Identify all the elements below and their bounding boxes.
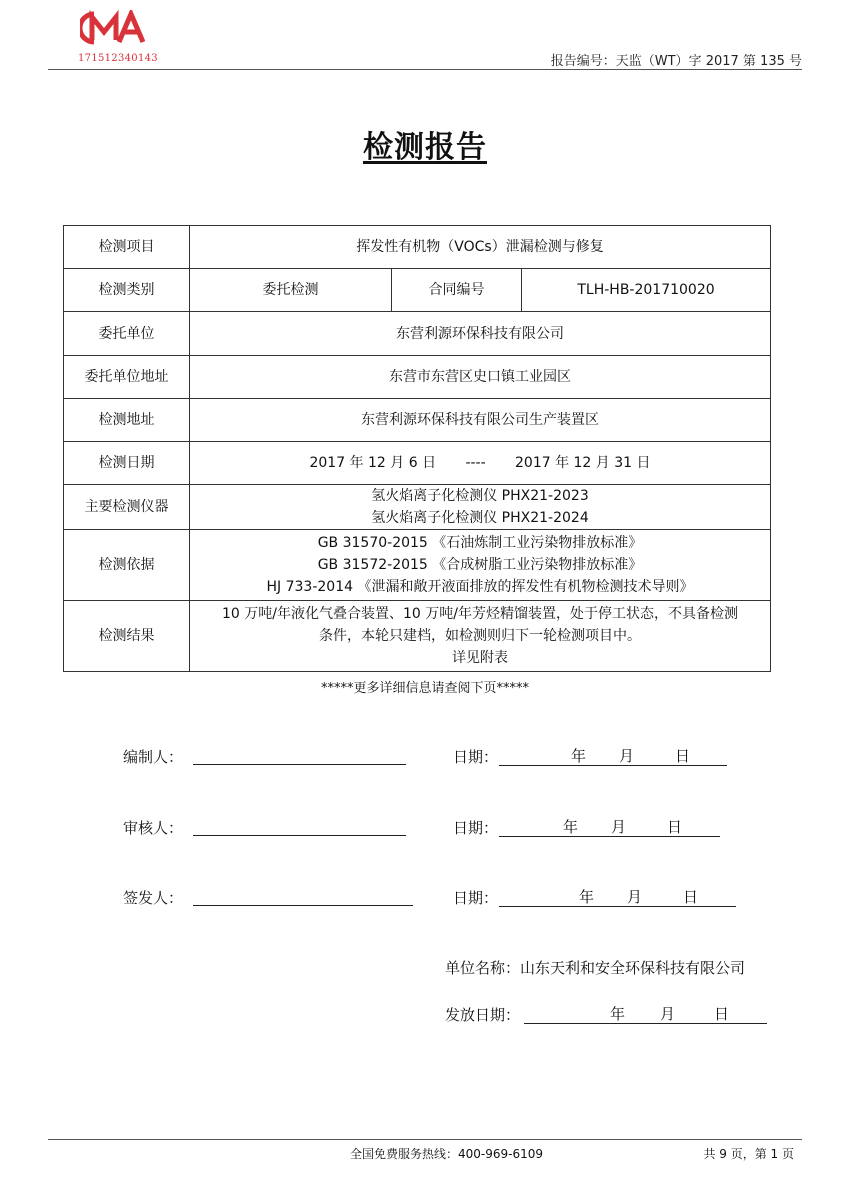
client-address-label: 委托单位地址 bbox=[64, 356, 190, 399]
reviewer-date-field[interactable] bbox=[499, 816, 720, 837]
category-value: 委托检测 bbox=[190, 269, 392, 312]
instruments-value bbox=[190, 485, 771, 530]
cma-certificate-code: 171512340143 bbox=[78, 53, 158, 64]
client-label: 委托单位 bbox=[64, 312, 190, 356]
day-label: 日 bbox=[683, 888, 699, 906]
issuer-label: 签发人： bbox=[123, 889, 184, 907]
month-label: 月 bbox=[627, 888, 643, 906]
reviewer-signature-line[interactable] bbox=[193, 835, 406, 836]
report-number: 报告编号：天监（WT）字 2017 第 135 号 bbox=[550, 54, 802, 69]
table-row-instruments bbox=[64, 485, 771, 530]
issuer-date-field[interactable] bbox=[499, 886, 736, 907]
month-label: 月 bbox=[619, 747, 635, 765]
table-row-basis bbox=[64, 530, 771, 601]
issuer-date-label: 日期： bbox=[453, 889, 499, 907]
table-row-client-address bbox=[64, 356, 771, 399]
table-row-site bbox=[64, 399, 771, 442]
start-date: 2017 年 12 月 6 日 bbox=[309, 455, 437, 471]
more-info-note: *****更多详细信息请查阅下页***** bbox=[320, 681, 529, 696]
year-label: 年 bbox=[571, 747, 587, 765]
contract-value: TLH-HB-201710020 bbox=[522, 269, 771, 312]
compiler-date-label: 日期： bbox=[453, 748, 499, 766]
date-separator: ---- bbox=[465, 455, 486, 471]
compiler-label: 编制人： bbox=[123, 748, 184, 766]
basis-line: GB 31570-2015 《石油炼制工业污染物排放标准》 bbox=[317, 535, 643, 551]
compiler-date-field[interactable] bbox=[499, 745, 727, 766]
basis-line: HJ 733-2014 《泄漏和敞开液面排放的挥发性有机物检测技术导则》 bbox=[266, 579, 694, 595]
document-title: 检测报告 bbox=[363, 130, 487, 165]
result-line: 10 万吨/年液化气叠合装置、10 万吨/年芳烃精馏装置，处于停工状态，不具备检测 bbox=[222, 606, 738, 622]
cma-logo bbox=[80, 10, 148, 46]
project-label: 检测项目 bbox=[64, 226, 190, 269]
table-row-project bbox=[64, 226, 771, 269]
basis-line: GB 31572-2015 《合成树脂工业污染物排放标准》 bbox=[317, 557, 643, 573]
dates-label: 检测日期 bbox=[64, 442, 190, 485]
project-value: 挥发性有机物（VOCs）泄漏检测与修复 bbox=[190, 226, 771, 269]
site-value: 东营利源环保科技有限公司生产装置区 bbox=[190, 399, 771, 442]
table-row-dates bbox=[64, 442, 771, 485]
client-value: 东营利源环保科技有限公司 bbox=[190, 312, 771, 356]
organization-name: 单位名称：山东天利和安全环保科技有限公司 bbox=[445, 959, 746, 977]
dates-value bbox=[190, 442, 771, 485]
reviewer-date-label: 日期： bbox=[453, 819, 499, 837]
result-value bbox=[190, 601, 771, 672]
year-label: 年 bbox=[579, 888, 595, 906]
month-label: 月 bbox=[611, 818, 627, 836]
day-label: 日 bbox=[714, 1005, 730, 1023]
header-divider bbox=[48, 69, 802, 70]
result-label: 检测结果 bbox=[64, 601, 190, 672]
compiler-signature-line[interactable] bbox=[193, 764, 406, 765]
year-label: 年 bbox=[563, 818, 579, 836]
result-line: 详见附表 bbox=[452, 650, 508, 666]
instrument-line: 氢火焰离子化检测仪 PHX21-2023 bbox=[371, 488, 589, 504]
issue-date-label: 发放日期： bbox=[445, 1006, 521, 1024]
table-row-result bbox=[64, 601, 771, 672]
day-label: 日 bbox=[667, 818, 683, 836]
issuer-signature-line[interactable] bbox=[193, 905, 413, 906]
result-line: 条件，本轮只建档，如检测则归下一轮检测项目中。 bbox=[319, 628, 641, 644]
contract-label: 合同编号 bbox=[392, 269, 522, 312]
instrument-line: 氢火焰离子化检测仪 PHX21-2024 bbox=[371, 510, 589, 526]
day-label: 日 bbox=[675, 747, 691, 765]
site-label: 检测地址 bbox=[64, 399, 190, 442]
month-label: 月 bbox=[660, 1005, 676, 1023]
basis-label: 检测依据 bbox=[64, 530, 190, 601]
table-row-client bbox=[64, 312, 771, 356]
issue-date-field[interactable] bbox=[524, 1003, 767, 1024]
service-hotline: 全国免费服务热线：400-969-6109 bbox=[350, 1147, 544, 1161]
end-date: 2017 年 12 月 31 日 bbox=[515, 455, 651, 471]
client-address-value: 东营市东营区史口镇工业园区 bbox=[190, 356, 771, 399]
footer-divider bbox=[48, 1139, 802, 1140]
basis-value bbox=[190, 530, 771, 601]
reviewer-label: 审核人： bbox=[123, 819, 184, 837]
report-info-table bbox=[63, 225, 771, 672]
page-indicator: 共 9 页，第 1 页 bbox=[703, 1147, 794, 1161]
instruments-label: 主要检测仪器 bbox=[64, 485, 190, 530]
table-row-category bbox=[64, 269, 771, 312]
category-label: 检测类别 bbox=[64, 269, 190, 312]
year-label: 年 bbox=[610, 1005, 626, 1023]
